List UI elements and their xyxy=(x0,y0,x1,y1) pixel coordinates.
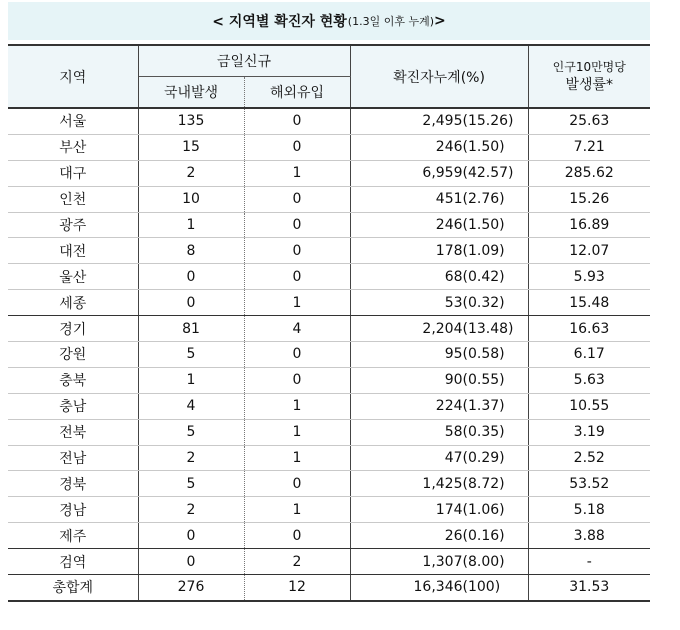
cell-rate: 53.52 xyxy=(528,471,650,497)
table-row xyxy=(8,575,650,601)
cell-region: 총합계 xyxy=(8,575,138,601)
cell-cumulative xyxy=(350,367,528,393)
cell-rate: 285.62 xyxy=(528,160,650,186)
cell-region: 검역 xyxy=(8,549,138,575)
cell-overseas: 2 xyxy=(244,549,350,575)
cell-cumulative xyxy=(350,212,528,238)
cell-overseas: 0 xyxy=(244,238,350,264)
cell-cumulative xyxy=(350,393,528,419)
cumulative-percent: (42.57) xyxy=(462,165,514,182)
table-title xyxy=(8,2,650,40)
cumulative-count: 174 xyxy=(435,501,463,518)
cell-region: 제주 xyxy=(8,523,138,549)
cell-overseas: 0 xyxy=(244,523,350,549)
cell-domestic: 15 xyxy=(138,134,244,160)
cell-region: 인천 xyxy=(8,186,138,212)
cell-domestic: 2 xyxy=(138,445,244,471)
cell-cumulative xyxy=(350,160,528,186)
cell-overseas: 0 xyxy=(244,186,350,212)
cell-cumulative xyxy=(350,471,528,497)
header-rate xyxy=(528,45,650,108)
cell-overseas: 1 xyxy=(244,445,350,471)
table-row xyxy=(8,134,650,160)
header-cumulative: 확진자누계(%) xyxy=(350,45,528,108)
cell-overseas: 0 xyxy=(244,212,350,238)
cell-domestic: 135 xyxy=(138,108,244,134)
table-row xyxy=(8,419,650,445)
cell-rate: 12.07 xyxy=(528,238,650,264)
table-row xyxy=(8,393,650,419)
cumulative-percent: (15.26) xyxy=(462,113,514,130)
cell-domestic: 4 xyxy=(138,393,244,419)
cell-rate: 16.89 xyxy=(528,212,650,238)
cell-cumulative xyxy=(350,523,528,549)
cell-region: 강원 xyxy=(8,342,138,368)
cell-region: 충북 xyxy=(8,367,138,393)
cumulative-percent: (0.29) xyxy=(462,450,505,467)
cell-domestic: 5 xyxy=(138,419,244,445)
cell-overseas: 1 xyxy=(244,290,350,316)
title-subtitle: (1.3일 이후 누계) xyxy=(347,15,434,28)
cell-domestic: 5 xyxy=(138,471,244,497)
cell-overseas: 1 xyxy=(244,160,350,186)
cell-domestic: 81 xyxy=(138,316,244,342)
cumulative-count: 451 xyxy=(435,191,463,208)
cell-rate: 5.63 xyxy=(528,367,650,393)
cell-cumulative xyxy=(350,316,528,342)
header-overseas: 해외유입 xyxy=(244,77,350,109)
cell-overseas: 1 xyxy=(244,393,350,419)
cumulative-percent: (0.55) xyxy=(462,372,505,389)
cell-overseas: 0 xyxy=(244,134,350,160)
table-row xyxy=(8,212,650,238)
cell-region: 경남 xyxy=(8,497,138,523)
cumulative-count: 246 xyxy=(435,139,463,156)
table-row xyxy=(8,471,650,497)
cell-rate: 10.55 xyxy=(528,393,650,419)
cell-cumulative xyxy=(350,290,528,316)
cell-domestic: 276 xyxy=(138,575,244,601)
cell-cumulative xyxy=(350,186,528,212)
cell-region: 충남 xyxy=(8,393,138,419)
cell-rate: 3.88 xyxy=(528,523,650,549)
table-row xyxy=(8,497,650,523)
cell-overseas: 1 xyxy=(244,419,350,445)
cell-region: 경기 xyxy=(8,316,138,342)
cell-cumulative xyxy=(350,419,528,445)
table-row xyxy=(8,523,650,549)
cell-rate: 15.26 xyxy=(528,186,650,212)
cell-cumulative xyxy=(350,108,528,134)
cumulative-count: 224 xyxy=(435,398,463,415)
cumulative-count: 58 xyxy=(444,424,463,441)
cell-rate: 2.52 xyxy=(528,445,650,471)
cell-domestic: 0 xyxy=(138,290,244,316)
cell-overseas: 0 xyxy=(244,264,350,290)
cell-overseas: 0 xyxy=(244,471,350,497)
cell-domestic: 0 xyxy=(138,523,244,549)
cell-cumulative xyxy=(350,445,528,471)
cumulative-percent: (0.42) xyxy=(462,268,505,285)
cumulative-count: 53 xyxy=(444,294,463,311)
cumulative-percent: (0.58) xyxy=(462,346,505,363)
table-row xyxy=(8,445,650,471)
header-region: 지역 xyxy=(8,45,138,108)
cell-domestic: 2 xyxy=(138,160,244,186)
cell-cumulative xyxy=(350,497,528,523)
cumulative-count: 6,959 xyxy=(422,165,463,182)
cell-cumulative xyxy=(350,238,528,264)
cumulative-count: 16,346 xyxy=(413,579,463,596)
cumulative-count: 26 xyxy=(444,527,463,544)
cell-rate: 31.53 xyxy=(528,575,650,601)
title-main: < 지역별 확진자 현황 xyxy=(212,14,347,30)
header-domestic: 국내발생 xyxy=(138,77,244,109)
cell-region: 부산 xyxy=(8,134,138,160)
cell-cumulative xyxy=(350,264,528,290)
table-row xyxy=(8,160,650,186)
cell-region: 서울 xyxy=(8,108,138,134)
cumulative-percent: (8.72) xyxy=(462,475,505,492)
cumulative-count: 68 xyxy=(444,268,463,285)
cell-rate: 3.19 xyxy=(528,419,650,445)
cumulative-count: 2,204 xyxy=(422,320,463,337)
cell-rate: 15.48 xyxy=(528,290,650,316)
cumulative-percent: (100) xyxy=(462,579,501,596)
cell-rate: 6.17 xyxy=(528,342,650,368)
cumulative-count: 1,425 xyxy=(422,475,463,492)
cell-region: 전북 xyxy=(8,419,138,445)
cumulative-percent: (1.37) xyxy=(462,398,505,415)
cumulative-count: 246 xyxy=(435,217,463,233)
cell-overseas: 12 xyxy=(244,575,350,601)
cell-region: 경북 xyxy=(8,471,138,497)
cell-region: 광주 xyxy=(8,212,138,238)
cell-overseas: 0 xyxy=(244,367,350,393)
cell-rate: 25.63 xyxy=(528,108,650,134)
cumulative-percent: (13.48) xyxy=(462,320,514,337)
cumulative-percent: (8.00) xyxy=(462,553,505,570)
cell-region: 울산 xyxy=(8,264,138,290)
cell-rate: 7.21 xyxy=(528,134,650,160)
header-rate-line1: 인구10만명당 xyxy=(552,59,626,74)
cumulative-percent: (0.35) xyxy=(462,424,505,441)
regional-cases-table xyxy=(8,44,650,602)
cell-rate: 5.93 xyxy=(528,264,650,290)
cell-rate: 5.18 xyxy=(528,497,650,523)
cell-overseas: 1 xyxy=(244,497,350,523)
cumulative-count: 178 xyxy=(435,242,463,259)
cell-domestic: 0 xyxy=(138,549,244,575)
header-new-cases: 금일신규 xyxy=(138,45,350,77)
cumulative-percent: (2.76) xyxy=(462,191,505,208)
cell-domestic: 10 xyxy=(138,186,244,212)
table-row xyxy=(8,264,650,290)
cell-overseas: 0 xyxy=(244,342,350,368)
cumulative-percent: (1.09) xyxy=(462,242,505,259)
cell-region: 전남 xyxy=(8,445,138,471)
cell-cumulative xyxy=(350,134,528,160)
cumulative-count: 95 xyxy=(444,346,463,363)
cell-cumulative xyxy=(350,342,528,368)
cell-domestic: 2 xyxy=(138,497,244,523)
cell-overseas: 4 xyxy=(244,316,350,342)
cumulative-percent: (1.50) xyxy=(462,139,505,156)
cumulative-percent: (1.50) xyxy=(462,217,505,233)
cell-domestic: 1 xyxy=(138,367,244,393)
title-suffix: > xyxy=(434,13,446,29)
cumulative-count: 2,495 xyxy=(422,113,463,130)
cell-domestic: 1 xyxy=(138,212,244,238)
cell-domestic: 0 xyxy=(138,264,244,290)
table-row xyxy=(8,186,650,212)
cell-overseas: 0 xyxy=(244,108,350,134)
cumulative-percent: (1.06) xyxy=(462,501,505,518)
cumulative-count: 47 xyxy=(444,450,463,467)
cumulative-percent: (0.16) xyxy=(462,527,505,544)
cell-cumulative xyxy=(350,575,528,601)
cumulative-count: 1,307 xyxy=(422,553,463,570)
cell-rate: - xyxy=(528,549,650,575)
cell-domestic: 5 xyxy=(138,342,244,368)
table-row xyxy=(8,290,650,316)
header-rate-line2: 발생률* xyxy=(565,76,614,93)
table-body xyxy=(8,108,650,601)
cumulative-count: 90 xyxy=(444,372,463,389)
table-row xyxy=(8,367,650,393)
table-row xyxy=(8,108,650,134)
cell-region: 대구 xyxy=(8,160,138,186)
cell-cumulative xyxy=(350,549,528,575)
cell-region: 대전 xyxy=(8,238,138,264)
table-row xyxy=(8,549,650,575)
table-row xyxy=(8,238,650,264)
cell-domestic: 8 xyxy=(138,238,244,264)
cumulative-percent: (0.32) xyxy=(462,294,505,311)
cell-region: 세종 xyxy=(8,290,138,316)
table-row xyxy=(8,342,650,368)
cell-rate: 16.63 xyxy=(528,316,650,342)
table-row xyxy=(8,316,650,342)
